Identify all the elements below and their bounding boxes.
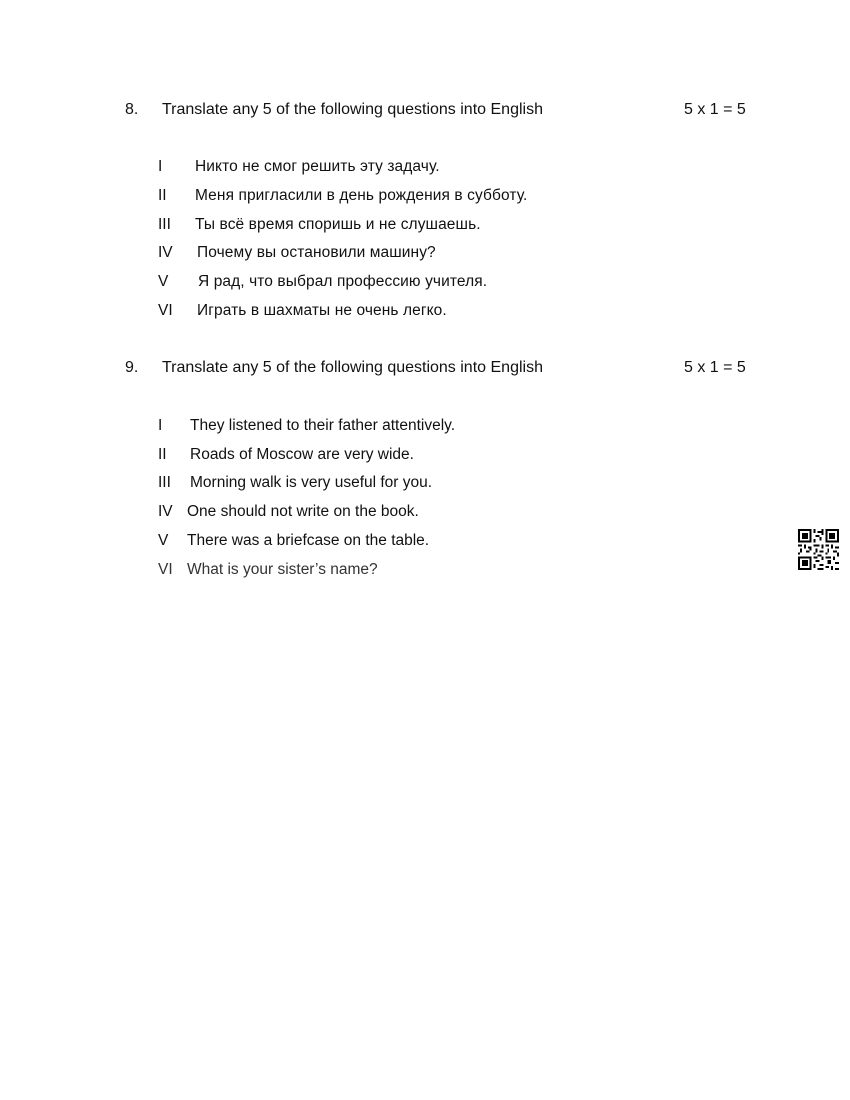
item-text: One should not write on the book.: [187, 503, 419, 520]
question-marks: 5 x 1 = 5: [684, 359, 746, 376]
item-text: Никто не смог решить эту задачу.: [195, 158, 440, 175]
item-text: Почему вы остановили машину?: [197, 244, 436, 261]
item-roman-numeral: IV: [158, 244, 173, 261]
item-roman-numeral: II: [158, 187, 167, 204]
item-roman-numeral: V: [158, 273, 169, 290]
question-marks: 5 x 1 = 5: [684, 101, 746, 118]
item-roman-numeral: IV: [158, 503, 173, 520]
item-text: Morning walk is very useful for you.: [190, 474, 433, 491]
qr-code-icon: [798, 529, 839, 570]
item-roman-numeral: VI: [158, 302, 173, 319]
item-roman-numeral: II: [158, 446, 167, 463]
item-text: There was a briefcase on the table.: [187, 532, 430, 549]
question-instruction: Translate any 5 of the following questions into English: [162, 359, 543, 376]
question-number: 8.: [125, 101, 139, 118]
item-roman-numeral: III: [158, 216, 171, 233]
item-text: Играть в шахматы не очень легко.: [197, 302, 447, 319]
item-roman-numeral: VI: [158, 561, 173, 578]
item-text: What is your sister’s name?: [187, 561, 378, 578]
item-roman-numeral: V: [158, 532, 169, 549]
item-roman-numeral: III: [158, 474, 171, 491]
item-text: Я рад, что выбрал профессию учителя.: [198, 273, 488, 290]
item-roman-numeral: I: [158, 158, 163, 175]
question-number: 9.: [125, 359, 139, 376]
item-text: Ты всё время споришь и не слушаешь.: [195, 216, 481, 233]
question-instruction: Translate any 5 of the following questions into English: [162, 101, 543, 118]
item-text: Roads of Moscow are very wide.: [190, 446, 414, 463]
item-roman-numeral: I: [158, 417, 163, 434]
item-text: Меня пригласили в день рождения в субботу.: [195, 187, 528, 204]
item-text: They listened to their father attentively.: [190, 417, 456, 434]
